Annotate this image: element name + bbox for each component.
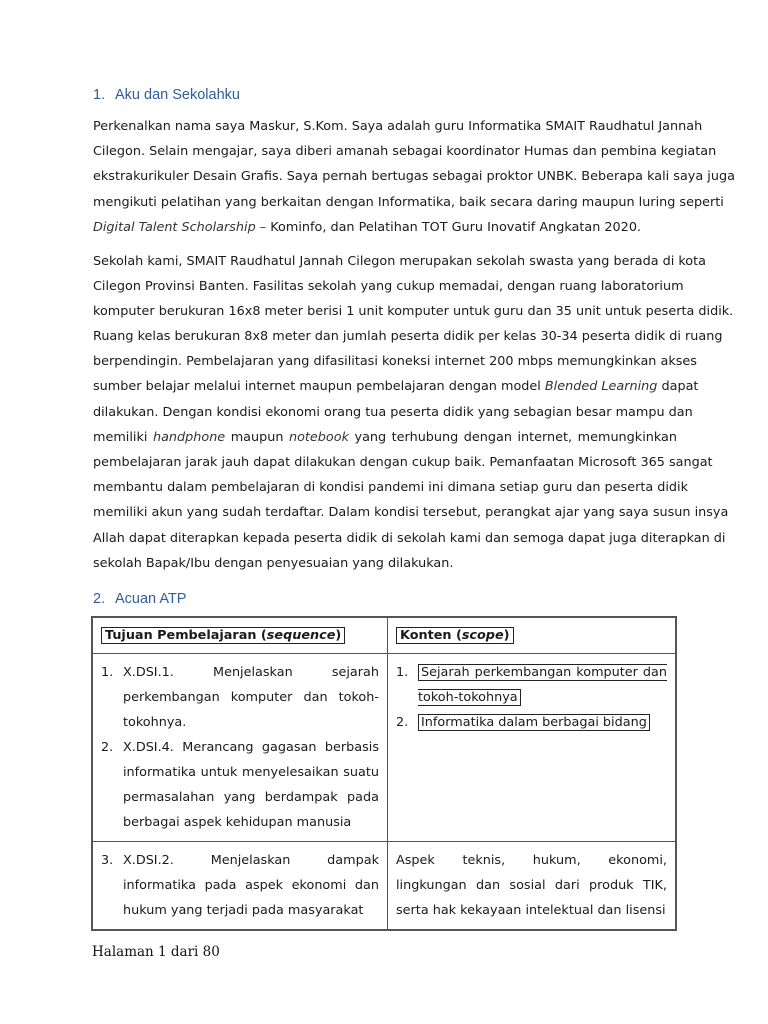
italic-term: Blended Learning: [544, 379, 658, 395]
paragraph-text: dapat: [657, 379, 699, 395]
header-text: Tujuan Pembelajaran (: [105, 628, 267, 643]
list-text: X.DSI.1. Menjelaskan sejarah perkembangan komputer dan tokoh-tokohnya.: [123, 665, 379, 730]
paragraph-line: Cilegon. Selain mengajar, saya diberi amanah sebagai koordinator Humas dan pembina kegiatan: [93, 144, 717, 160]
table-cell: [388, 654, 676, 842]
header-italic: scope: [461, 628, 504, 643]
cell-text: Aspek teknis, hukum, ekonomi, lingkungan dan sosial dari produk TIK, serta hak kekayaan intelektual dan lisensi: [396, 853, 667, 918]
list-number: 2.: [101, 740, 114, 755]
paragraph-line: Allah dapat diterapkan kepada peserta didik di sekolah kami dan semoga dapat juga diterapkan di: [93, 530, 726, 546]
paragraph-line: berpendingin. Pembelajaran yang difasilitasi koneksi internet 200 mbps memungkinkan akses: [93, 354, 697, 370]
list-item: [101, 848, 379, 923]
table-cell: [93, 842, 388, 930]
list-number: 1.: [101, 665, 114, 680]
list-text: Sejarah perkembangan komputer dan tokoh-tokohnya: [418, 665, 667, 705]
paragraph-line: Sekolah kami, SMAIT Raudhatul Jannah Cilegon merupakan sekolah swasta yang berada di kota: [93, 254, 707, 269]
paragraph-text: Kominfo, dan Pelatihan TOT Guru Inovatif Angkatan 2020.: [266, 219, 642, 235]
paragraph-text: yang terhubung dengan internet, memungkinkan: [349, 429, 677, 445]
list-item: [396, 660, 667, 710]
table-row: [93, 842, 676, 930]
paragraph-line: [93, 425, 677, 450]
paragraph-facilities: [93, 324, 729, 576]
list-number: 2.: [396, 715, 409, 730]
italic-term: Digital Talent Scholarship –: [93, 219, 267, 235]
section-2-title: Acuan ATP: [115, 591, 187, 607]
section-1-title: Aku dan Sekolahku: [115, 87, 240, 103]
header-text: ): [335, 628, 342, 643]
paragraph-line: komputer berukuran 16x8 meter berisi 1 unit komputer untuk guru dan 35 unit untuk peserta didik.: [93, 304, 734, 320]
italic-term: handphone: [152, 429, 226, 445]
paragraph-text: maupun: [225, 429, 289, 445]
section-2-heading: [93, 591, 186, 607]
paragraph-line: memiliki akun yang sudah terdaftar. Dalam kondisi tersebut, perangkat ajar yang saya susun insya: [93, 505, 729, 521]
header-konten: [388, 618, 676, 654]
paragraph-line: membantu dalam pembelajaran di kondisi pandemi ini dimana setiap guru dan peserta didik: [93, 480, 689, 496]
paragraph-line: ekstrakurikuler Desain Grafis. Saya pernah bertugas sebagai proktor UNBK. Beberapa kali saya juga: [93, 169, 735, 185]
paragraph-line: mengikuti pelatihan yang berkaitan dengan Informatika, baik secara daring maupun luring seperti: [93, 194, 724, 210]
atp-table: [91, 616, 677, 931]
paragraph-school: [93, 249, 734, 325]
list-item: [101, 735, 379, 835]
header-text: Konten (: [400, 628, 462, 643]
paragraph-line: [93, 374, 699, 399]
table-cell: [388, 842, 676, 930]
paragraph-line: Perkenalkan nama saya Maskur, S.Kom. Saya adalah guru Informatika SMAIT Raudhatul Jannah: [93, 119, 703, 134]
paragraph-text: memiliki: [93, 429, 153, 445]
list-text: X.DSI.2. Menjelaskan dampak informatika pada aspek ekonomi dan hukum yang terjadi pada masyarakat: [123, 853, 379, 918]
paragraph-line: [93, 215, 677, 240]
list-number: 3.: [101, 853, 114, 868]
paragraph-line: pembelajaran jarak jauh dapat dilakukan dengan cukup baik. Pemanfaatan Microsoft 365 sangat: [93, 454, 713, 470]
table-header-row: [93, 618, 676, 654]
list-item: [101, 660, 379, 735]
paragraph-intro: [93, 114, 735, 240]
page-footer: Halaman 1 dari 80: [92, 944, 220, 960]
section-1-heading: [93, 87, 240, 103]
list-text: X.DSI.4. Merancang gagasan berbasis informatika untuk menyelesaikan suatu permasalahan yang berdampak pada berbagai aspek kehidupan manusia: [123, 740, 379, 830]
paragraph-text: sumber belajar melalui internet maupun pembelajaran dengan model: [93, 379, 545, 395]
paragraph-line: dilakukan. Dengan kondisi ekonomi orang tua peserta didik yang sebagian besar mampu dan: [93, 404, 693, 420]
paragraph-line: sekolah Bapak/Ibu dengan penyesuaian yang dilakukan.: [93, 555, 454, 571]
list-text: Informatika dalam berbagai bidang: [418, 714, 650, 731]
paragraph-line: Cilegon Provinsi Banten. Fasilitas sekolah yang cukup memadai, dengan ruang laboratorium: [93, 279, 684, 295]
paragraph-line: Ruang kelas berukuran 8x8 meter dan jumlah peserta didik per kelas 30-34 peserta didik di ruang: [93, 329, 723, 344]
list-number: 1.: [396, 665, 409, 680]
header-text: ): [503, 628, 510, 643]
header-italic: sequence: [266, 628, 336, 643]
section-1-number: 1.: [93, 87, 106, 103]
section-2-number: 2.: [93, 591, 106, 607]
header-tujuan: [93, 618, 388, 654]
list-item: [396, 710, 667, 735]
table-row: [93, 654, 676, 842]
table-cell: [93, 654, 388, 842]
italic-term: notebook: [288, 429, 349, 445]
